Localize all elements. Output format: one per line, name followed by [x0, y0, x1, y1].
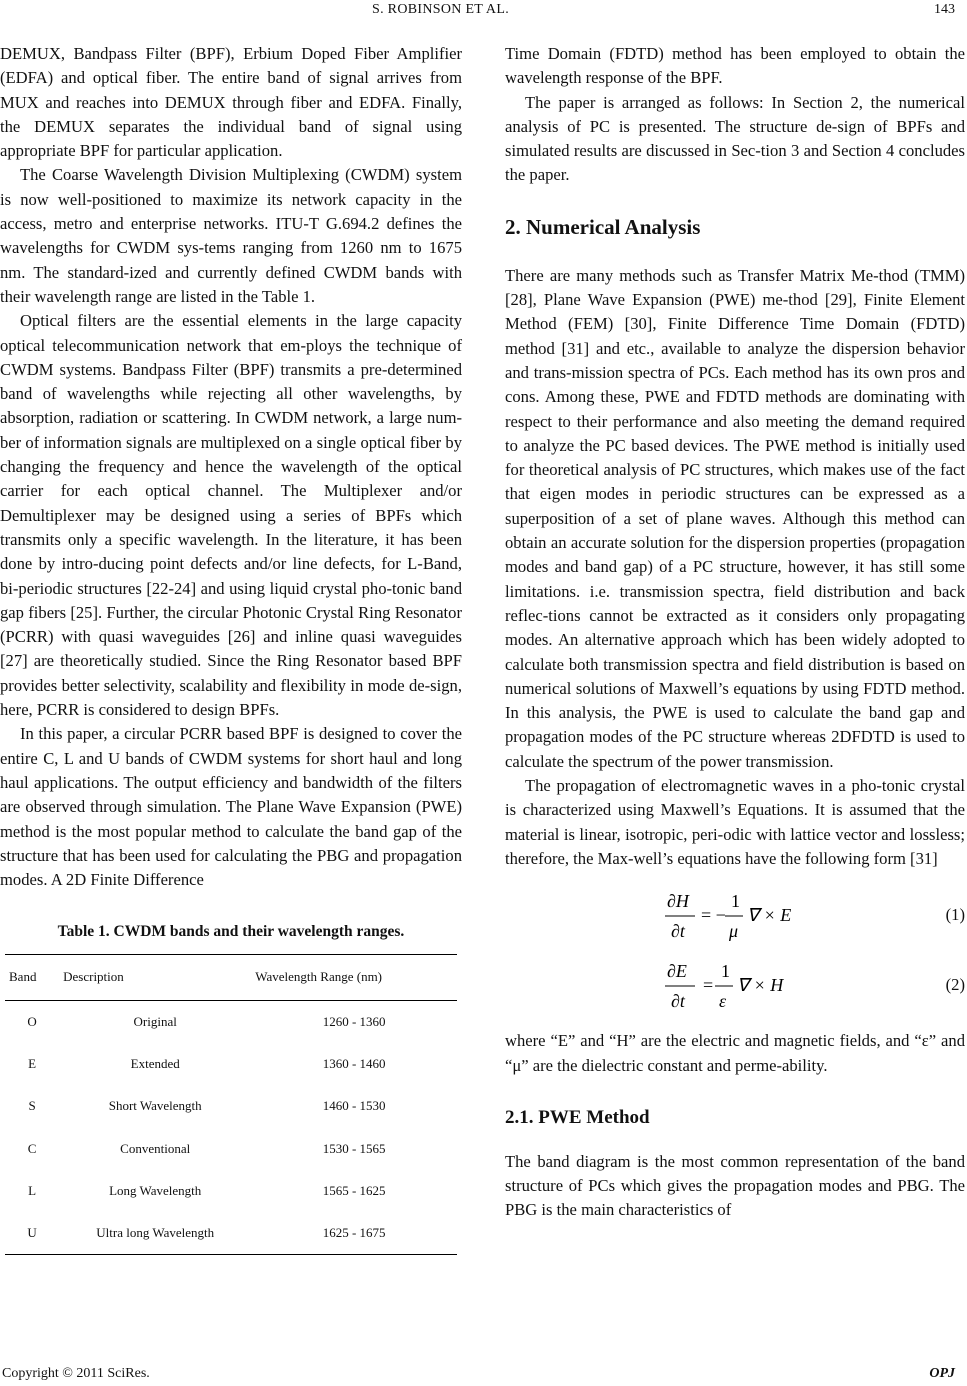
table-cell: C — [27, 1140, 37, 1156]
paragraph: The Coarse Wavelength Division Multiplexing (CWDM) system is now well-positioned to maximize its network capacity in the access, metro and enterprise networks. ITU-T G.694.2 defines the wavelengths for CWDM sys-tems ranging from 1260 nm to 1675 nm. The standard-ized and currently defined CWDM bands with their wavelength range are listed in the Table 1. — [0, 165, 462, 306]
section-heading: 2. Numerical Analysis — [505, 214, 701, 239]
table-row — [5, 1085, 457, 1127]
table-cell: U — [5, 1212, 59, 1255]
right-column — [505, 42, 965, 1223]
journal-abbrev: OPJ — [929, 1366, 955, 1381]
paragraph: In this paper, a circular PCRR based BPF is designed to cover the entire C, L and U bands of CWDM systems for short haul and long haul applications. The output efficiency and bandwidth of the filters are observed through simulation. The Plane Wave Expansion (PWE) method is the most popular method to calculate the band gap of the structure that has been used for calculating the PBG and propagation modes. A 2D Finite Difference — [0, 724, 462, 890]
table-cell: 1260 - 1360 — [322, 1013, 386, 1029]
table-cell: L — [28, 1182, 37, 1198]
column-header: Wavelength Range (nm) — [251, 955, 457, 1000]
paragraph: The band diagram is the most common representation of the band structure of PCs which gives the propagation modes and PBG. The PBG is the main characteristics of — [505, 1151, 965, 1220]
eq1-den-right: μ — [729, 921, 739, 942]
eq2-den-right: ε — [719, 991, 727, 1012]
table-cell: E — [28, 1055, 37, 1071]
copyright: Copyright © 2011 SciRes. — [2, 1366, 150, 1381]
running-author: S. ROBINSON ET AL. — [372, 2, 509, 17]
table-row — [5, 1212, 457, 1255]
paragraph: The paper is arranged as follows: In Section 2, the numerical analysis of PC is presented. The structure de-sign of BPFs and simulated results are discussed in Sec-tion 3 and Section 4 concludes the paper. — [505, 92, 965, 185]
table-cell: 1530 - 1565 — [322, 1140, 386, 1156]
table-cell: O — [27, 1013, 37, 1029]
page-header — [0, 2, 967, 22]
equation-number: (1) — [945, 905, 965, 925]
eq2-den-left: ∂t — [671, 991, 685, 1012]
table-cell: 1625 - 1675 — [251, 1212, 457, 1255]
eq1-den-left: ∂t — [671, 921, 685, 942]
equation-1-formula — [655, 883, 795, 945]
eq1-num-left: ∂H — [667, 891, 689, 912]
eq2-num-right: 1 — [721, 961, 730, 982]
table-cell: S — [28, 1098, 36, 1114]
table-cell: Short Wavelength — [108, 1098, 202, 1114]
equation-number: (2) — [945, 975, 965, 995]
eq2-equals: = — [703, 975, 714, 996]
table-cell: Long Wavelength — [109, 1182, 202, 1198]
table-cell: Ultra long Wavelength — [59, 1212, 251, 1255]
page-number: 143 — [934, 2, 955, 17]
table-row — [5, 1043, 457, 1085]
table-cell: 1360 - 1460 — [322, 1055, 386, 1071]
table-cell: Original — [133, 1013, 177, 1029]
eq2-num-left: ∂E — [667, 961, 687, 982]
column-header: Description — [59, 955, 251, 1000]
eq1-operator: ∇ × E — [747, 905, 792, 926]
equation-1 — [505, 883, 965, 945]
table-cell: Extended — [130, 1055, 180, 1071]
cwdm-bands-table — [5, 954, 457, 1255]
eq2-operator: ∇ × H — [737, 975, 784, 996]
paragraph: Optical filters are the essential elements in the large capacity optical telecommunication network that em-ploys the technique of CWDM systems. Bandpass Filter (BPF) transmits a pre-determined band of wavelengths while rejecting all other wavelengths, by absorption, radiation or scattering. In CWDM network, a large num-ber of information signals are multiplexed on a single optical fiber by changing the frequency and hence the wavelength of the optical carrier for each optical channel. The Multiplexer and/or Demultiplexer may be designed using a series of BPFs which transmits only a specific wavelength. In the literature, it has been done by intro-ducing point defects and/or line defects, for L-Band, bi-periodic structures [22-24] and using liquid crystal pho-tonic band gap fibers [25]. Further, the circular Photonic Crystal Ring Resonator (PCRR) with quasi waveguides [26] and inline quasi waveguides [27] are theoretically studied. Since the Ring Resonator based BPF provides better selectivity, scalability and flexibility in mode de-sign, here, PCRR is considered to design BPFs. — [0, 311, 462, 720]
equation-2 — [505, 953, 965, 1015]
paragraph: where “E” and “H” are the electric and magnetic fields, and “ε” and “μ” are the dielectric constant and perme-ability. — [505, 1031, 965, 1075]
table-cell: Conventional — [120, 1140, 191, 1156]
table-cell: 1460 - 1530 — [322, 1098, 386, 1114]
equation-2-formula — [655, 953, 795, 1015]
table-row — [5, 1000, 457, 1043]
paragraph: DEMUX, Bandpass Filter (BPF), Erbium Doped Fiber Amplifier (EDFA) and optical fiber. The entire band of signal arrives from MUX and reaches into DEMUX through fiber and EDFA. Finally, the DEMUX separates the individual band of signal using appropriate BPF for particular application. — [0, 44, 462, 161]
table-row — [5, 1170, 457, 1212]
table-row — [5, 1128, 457, 1170]
paragraph: Time Domain (FDTD) method has been employed to obtain the wavelength response of the BPF. — [505, 44, 965, 88]
table-cell: 1565 - 1625 — [322, 1182, 386, 1198]
left-column — [0, 42, 462, 1255]
eq1-equals: = − — [701, 905, 726, 926]
paragraph: There are many methods such as Transfer Matrix Me-thod (TMM) [28], Plane Wave Expansion (PWE) me-thod [29], Finite Element Method (FEM) [30], Finite Difference Time Domain (FDTD) method [31] and etc., available to analyze the dispersion behavior and trans-mission spectra of PCs. Each method has its own pros and cons. Among these, PWE and FDTD methods are dominating with respect to their performance and also meeting the demand required to analyze the PC based devices. The PWE method is initially used for theoretical analysis of PC structures, which makes use of the fact that eigen modes in periodic structures can be expressed as a superposition of a set of plane waves. Although this method can obtain an accurate solution for the dispersion properties (propagation modes and band gap) of a PC structure, however, it has still some limitations. i.e. transmission spectra, field distribution and back reflec-tions cannot be extracted as it considers only propagating modes. An alternative approach which has been widely adopted to calculate both transmission spectra and field distribution is based on numerical solutions of Maxwell’s equations by using FDTD method. In this analysis, the PWE is used to calculate the band gap and propagation modes of the PC structure whereas 2DFDTD is used to calculate the spectrum of the power transmission. — [505, 265, 965, 771]
table-header-row — [5, 955, 457, 1000]
eq1-num-right: 1 — [731, 891, 740, 912]
subsection-heading: 2.1. PWE Method — [505, 1106, 650, 1128]
column-header: Band — [5, 955, 59, 1000]
table-caption: Table 1. CWDM bands and their wavelength ranges. — [57, 923, 405, 941]
paragraph: The propagation of electromagnetic waves in a pho-tonic crystal is characterized using Maxwell’s Equations. It is assumed that the material is linear, isotropic, peri-odic with lattice vector and lossless; therefore, the Max-well’s equations have the following form [31] — [505, 776, 965, 868]
